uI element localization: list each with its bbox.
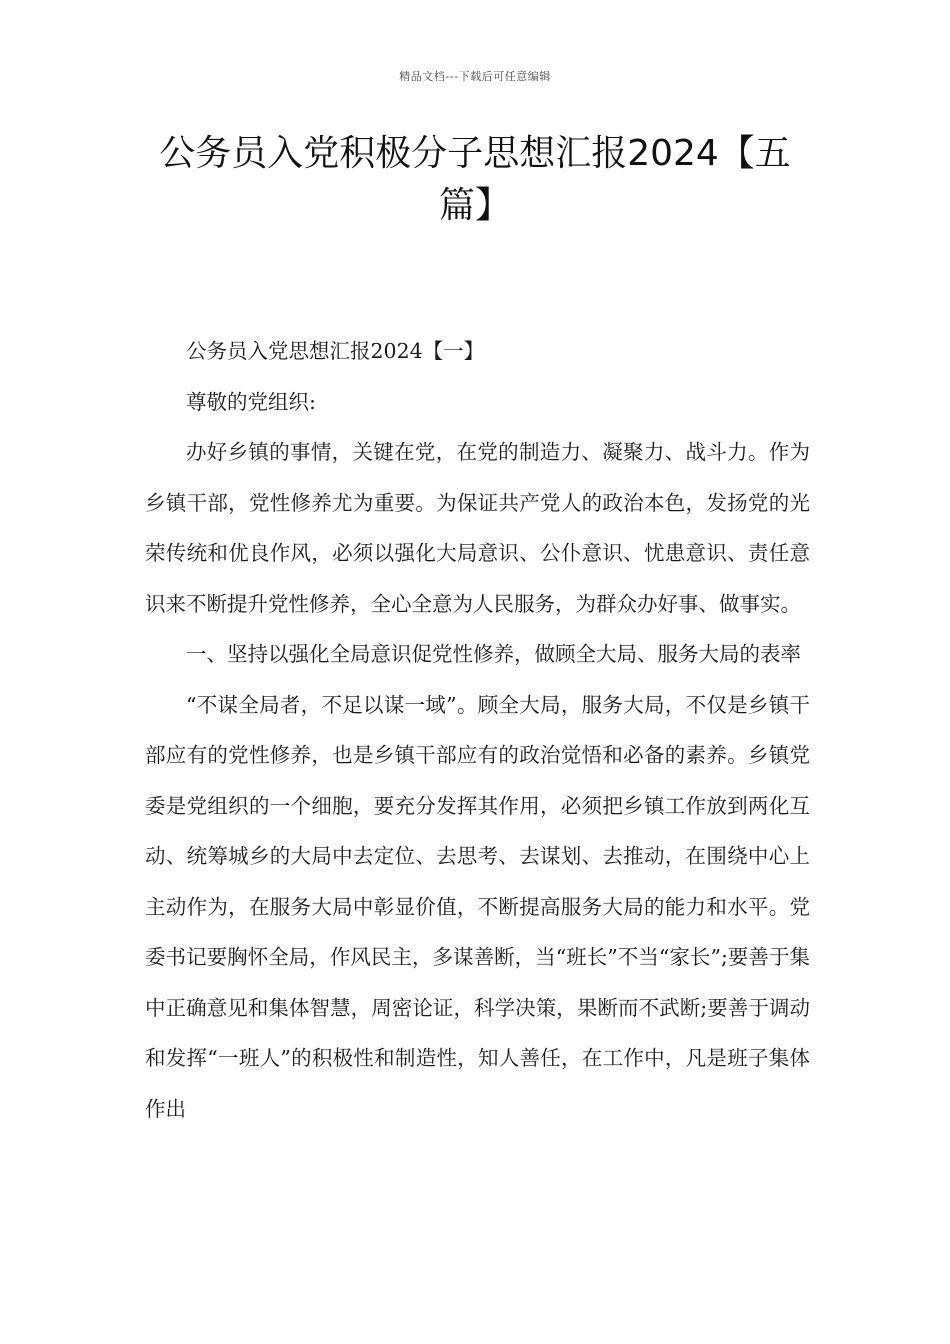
body-paragraph: 一、坚持以强化全局意识促党性修养，做顾全大局、服务大局的表率 <box>186 642 801 666</box>
body-paragraph: “不谋全局者，不足以谋一域”。顾全大局，服务大局，不仅是乡镇干部应有的党性修养，也是乡镇干部应有的政治觉悟和必备的素养。乡镇党委是党组织的一个细胞，要充分发挥其作用，必须把乡镇工作放到两化互动、统筹城乡的大局中去定位、去思考、去谋划、去推动，在围绕中心上主动作为，在服务大局中彰显价值，不断提高服务大局的能力和水平。党委书记要胸怀全局，作风民主，多谋善断，当“班长”不当“家长”;要善于集中正确意见和集体智慧，周密论证，科学决策，果断而不武断;要善于调动和发挥“一班人”的积极性和制造性，知人善任，在工作中，凡是班子集体作出 <box>145 692 810 1121</box>
document-title: 公务员入党积极分子思想汇报2024【五篇】 <box>159 133 791 226</box>
body-paragraph: 办好乡镇的事情，关键在党，在党的制造力、凝聚力、战斗力。作为乡镇干部，党性修养尤为重要。为保证共产党人的政治本色，发扬党的光荣传统和优良作风，必须以强化大局意识、公仆意识、忧患意识、责任意识来不断提升党性修养，全心全意为人民服务，为群众办好事、做事实。 <box>145 440 810 616</box>
salutation: 尊敬的党组织: <box>186 389 316 414</box>
header-note: 精品文档---下载后可任意编辑 <box>399 70 551 83</box>
section-heading: 公务员入党思想汇报2024【一】 <box>186 339 485 363</box>
document-body <box>145 326 810 1134</box>
